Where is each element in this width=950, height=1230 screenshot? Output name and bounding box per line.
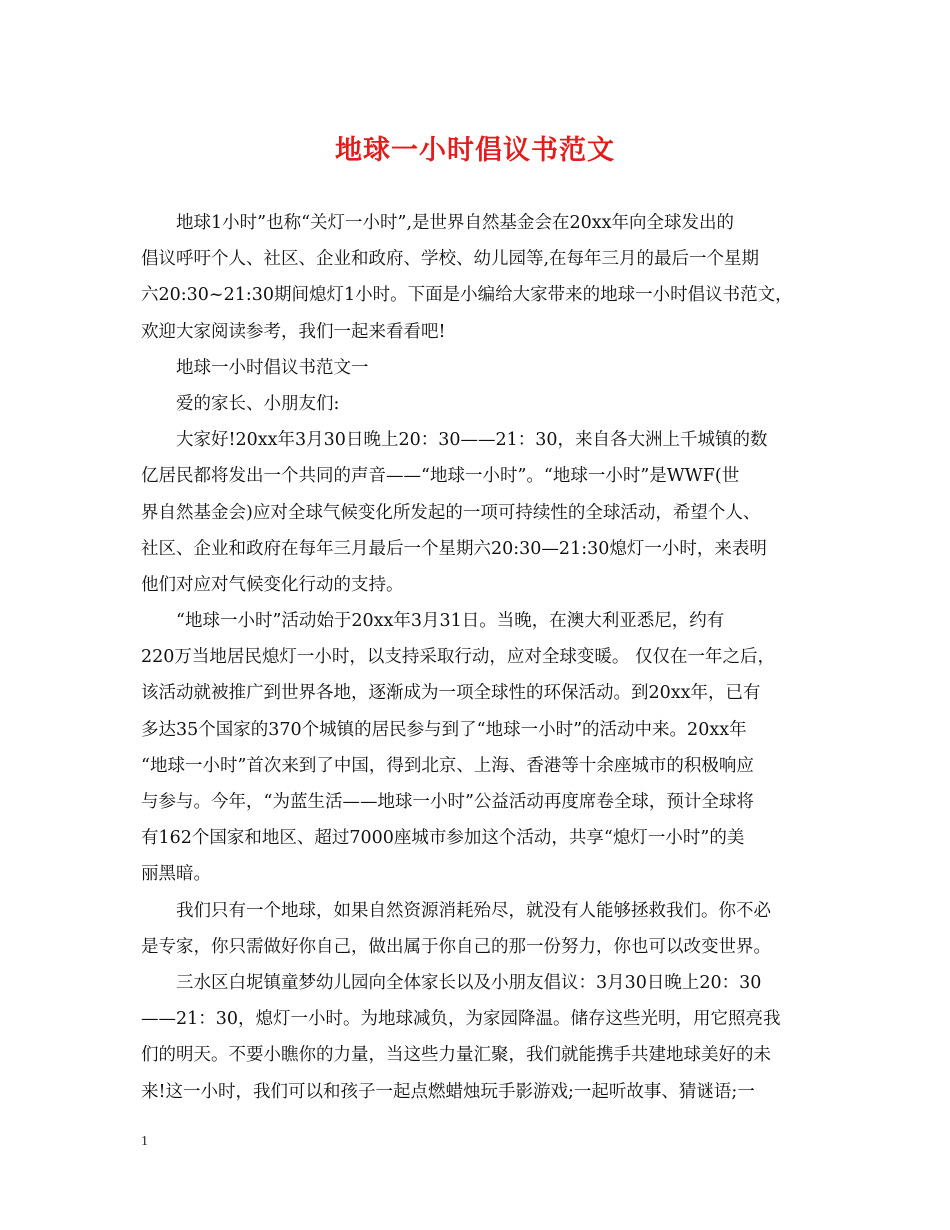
body-line: 界自然基金会)应对全球气候变化所发起的一项可持续性的全球活动，希望个人、: [141, 502, 761, 523]
body-line: 地球1小时”也称“关灯一小时”,是世界自然基金会在20xx年向全球发出的: [141, 213, 735, 233]
page-number: 1: [141, 1134, 148, 1149]
body-line: 多达35个国家的370个城镇的居民参与到了“地球一小时”的活动中来。20xx年: [141, 719, 747, 740]
body-line: 三水区白坭镇童梦幼儿园向全体家长以及小朋友倡议：3月30日晚上20：30: [141, 972, 762, 993]
salutation: 爱的家长、小朋友们:: [141, 393, 340, 414]
body-line: 亿居民都将发出一个共同的声音——“地球一小时”。“地球一小时”是WWF(世: [141, 466, 740, 487]
document-body: [141, 205, 813, 1110]
document-title: 地球一小时倡议书范文: [335, 135, 615, 166]
body-line: ——21：30，熄灯一小时。为地球减负，为家园降温。储存这些光明，用它照亮我: [141, 1009, 781, 1030]
body-line: 六20:30~21:30期间熄灯1小时。下面是小编给大家带来的地球一小时倡议书范文，: [141, 285, 793, 306]
body-line: 我们只有一个地球，如果自然资源消耗殆尽，就没有人能够拯救我们。你不必: [141, 900, 771, 921]
body-line: 与参与。今年，“为蓝生活——地球一小时”公益活动再度席卷全球，预计全球将: [141, 792, 754, 812]
body-line: 大家好!20xx年3月30日晚上20：30——21：30，来自各大洲上千城镇的数: [141, 430, 768, 451]
body-line: 欢迎大家阅读参考，我们一起来看看吧!: [141, 321, 446, 342]
body-line: 社区、企业和政府在每年三月最后一个星期六20:30—21:30熄灯一小时，来表明: [141, 538, 767, 559]
body-line: 他们对应对气候变化行动的支持。: [141, 574, 404, 595]
body-line: 倡议呼吁个人、社区、企业和政府、学校、幼儿园等,在每年三月的最后一个星期: [141, 249, 760, 270]
body-line: 该活动就被推广到世界各地，逐渐成为一项全球性的环保活动。到20xx年，已有: [141, 683, 761, 704]
body-line: 们的明天。不要小瞧你的力量，当这些力量汇聚，我们就能携手共建地球美好的未: [141, 1045, 771, 1066]
body-line: 是专家，你只需做好你自己，做出属于你自己的那一份努力，你也可以改变世界。: [141, 936, 771, 957]
body-line: 来!这一小时，我们可以和孩子一起点燃蜡烛玩手影游戏;一起听故事、猜谜语;一: [141, 1081, 755, 1102]
body-line: 丽黑暗。: [141, 864, 211, 885]
body-line: “地球一小时”活动始于20xx年3月31日。当晚，在澳大利亚悉尼，约有: [141, 611, 725, 632]
body-line: 220万当地居民熄灯一小时，以支持采取行动，应对全球变暖。 仅仅在一年之后，: [141, 647, 775, 668]
body-line: 有162个国家和地区、超过7000座城市参加这个活动，共享“熄灯一小时”的美: [141, 828, 745, 849]
body-line: “地球一小时”首次来到了中国，得到北京、上海、香港等十余座城市的积极响应: [141, 755, 754, 776]
section-heading: 地球一小时倡议书范文一: [141, 357, 369, 378]
